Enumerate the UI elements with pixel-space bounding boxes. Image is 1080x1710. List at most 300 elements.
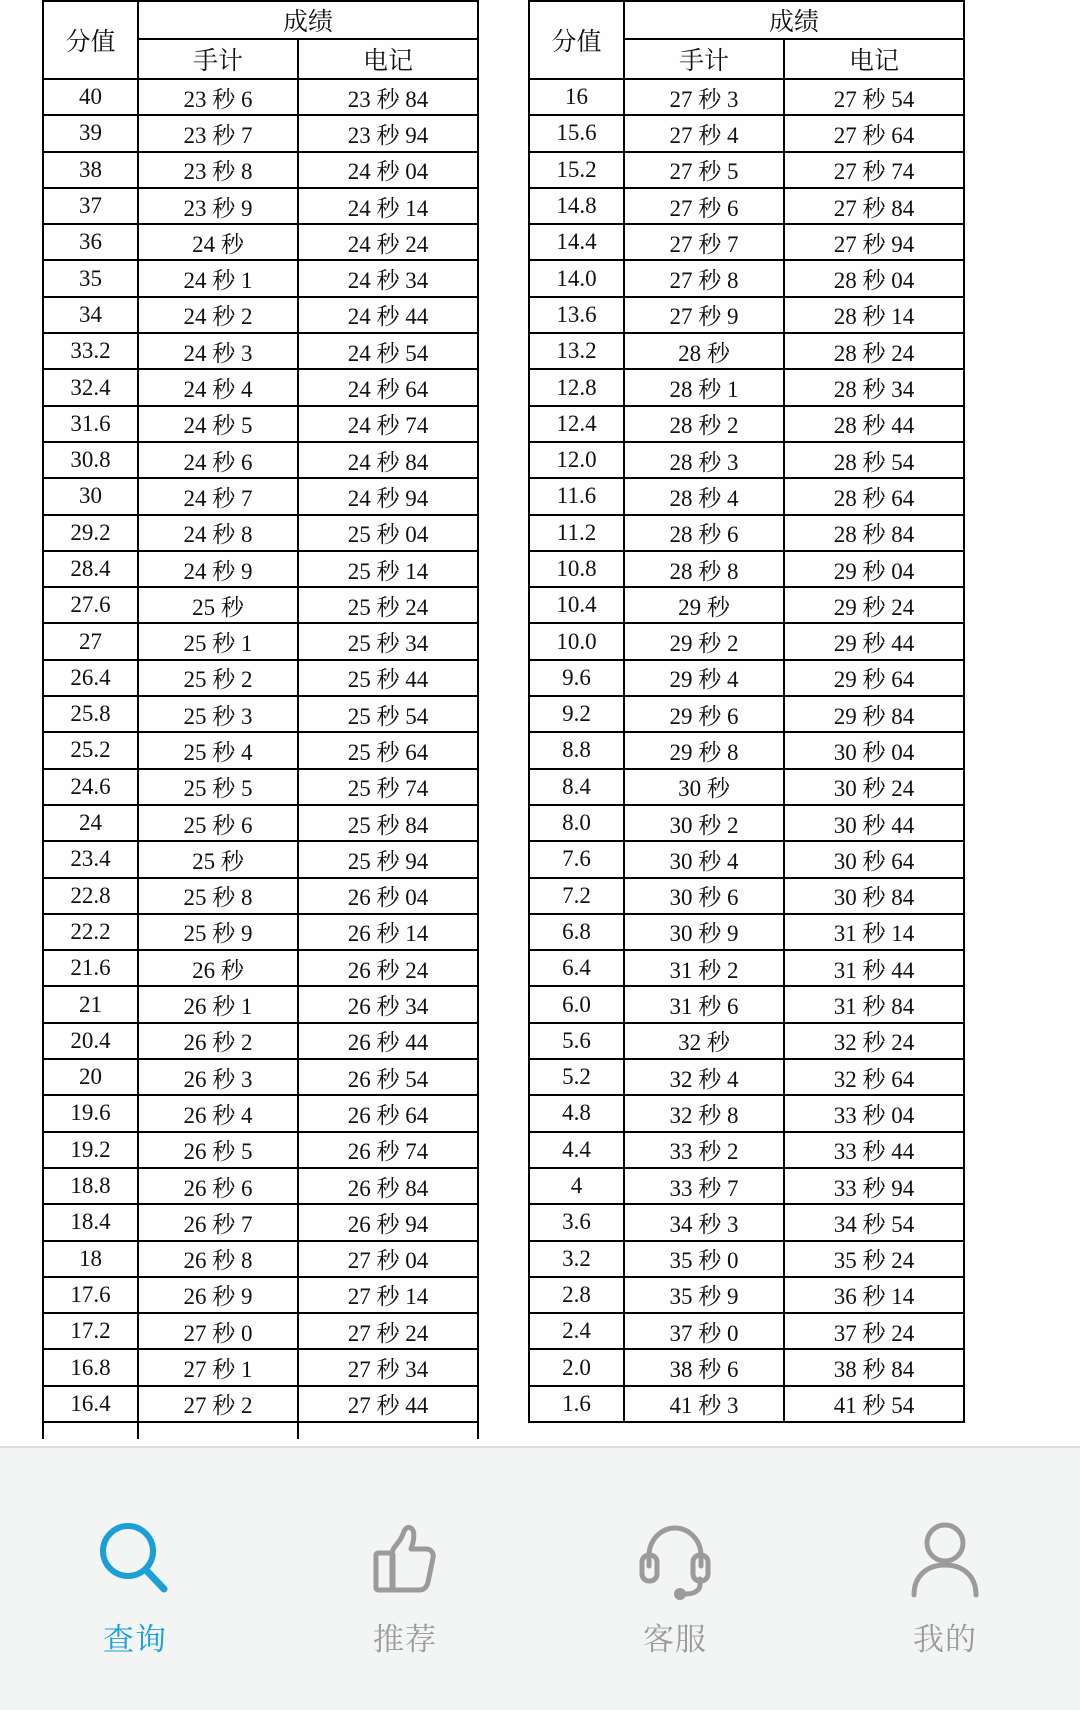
- electronic-time-cell: 29 秒 84: [784, 696, 964, 732]
- score-cell: 20: [43, 1059, 138, 1095]
- score-cell: 24: [43, 805, 138, 841]
- electronic-time-cell: 26 秒 54: [298, 1059, 478, 1095]
- electronic-time-cell: 24 秒 34: [298, 260, 478, 296]
- score-cell: 2.4: [529, 1313, 624, 1349]
- table-row: [43, 1168, 478, 1204]
- score-cell: 24.6: [43, 769, 138, 805]
- score-cell: 2.8: [529, 1277, 624, 1313]
- nav-item-recommend[interactable]: [270, 1448, 540, 1710]
- hand-time-cell: 25 秒 8: [138, 878, 298, 914]
- hand-time-cell: 25 秒: [138, 587, 298, 623]
- hand-time-cell: 27 秒 8: [624, 260, 784, 296]
- hand-time-cell: 25 秒 1: [138, 623, 298, 659]
- score-cell: 5.6: [529, 1023, 624, 1059]
- table-row: [529, 1386, 964, 1422]
- hand-time-cell: 23 秒 7: [138, 115, 298, 151]
- score-cell: 33.2: [43, 333, 138, 369]
- hand-time-cell: 25 秒 2: [138, 660, 298, 696]
- electronic-time-cell: 28 秒 44: [784, 406, 964, 442]
- table-row: [43, 1204, 478, 1240]
- score-cell: 6.4: [529, 950, 624, 986]
- hand-time-cell: 24 秒: [138, 224, 298, 260]
- electronic-time-cell: 29 秒 64: [784, 660, 964, 696]
- hand-time-cell: 28 秒 2: [624, 406, 784, 442]
- hand-time-cell: 31 秒 6: [624, 986, 784, 1022]
- score-cell: 16.8: [43, 1349, 138, 1385]
- table-row: [529, 769, 964, 805]
- electronic-time-cell: 33 秒 04: [784, 1095, 964, 1131]
- table-row: [529, 1168, 964, 1204]
- electronic-time-cell: 37 秒 24: [784, 1313, 964, 1349]
- electronic-time-cell: 35 秒 24: [784, 1241, 964, 1277]
- score-cell: 10.8: [529, 551, 624, 587]
- electronic-time-cell: 30 秒 04: [784, 732, 964, 768]
- score-cell: 23.4: [43, 841, 138, 877]
- right-score-table-wrapper: [528, 0, 965, 1423]
- table-row: [529, 732, 964, 768]
- electronic-time-cell: 25 秒 24: [298, 587, 478, 623]
- hand-time-cell: 26 秒 6: [138, 1168, 298, 1204]
- table-row: [529, 1277, 964, 1313]
- hand-time-cell: 30 秒 2: [624, 805, 784, 841]
- nav-label-recommend: 推荐: [373, 1622, 437, 1657]
- table-row: [43, 950, 478, 986]
- electronic-time-cell: 41 秒 54: [784, 1386, 964, 1422]
- electronic-time-cell: 26 秒 24: [298, 950, 478, 986]
- score-cell: 1.6: [529, 1386, 624, 1422]
- score-cell: 13.2: [529, 333, 624, 369]
- table-row: [43, 623, 478, 659]
- table-row: [43, 333, 478, 369]
- hand-time-cell: 23 秒 8: [138, 152, 298, 188]
- hand-time-cell: 27 秒 1: [138, 1349, 298, 1385]
- score-cell: 16.4: [43, 1386, 138, 1422]
- electronic-time-cell: 38 秒 84: [784, 1349, 964, 1385]
- table-row: [43, 152, 478, 188]
- score-cell: 10.0: [529, 623, 624, 659]
- hand-time-cell: 28 秒 8: [624, 551, 784, 587]
- table-row: [529, 950, 964, 986]
- score-cell: 3.6: [529, 1204, 624, 1240]
- table-row: [43, 805, 478, 841]
- table-row: [43, 442, 478, 478]
- table-row: [529, 224, 964, 260]
- electronic-time-cell: 31 秒 14: [784, 914, 964, 950]
- table-row: [43, 188, 478, 224]
- hand-time-cell: 24 秒 8: [138, 515, 298, 551]
- hand-time-cell: 35 秒 9: [624, 1277, 784, 1313]
- hand-time-cell: 26 秒 3: [138, 1059, 298, 1095]
- score-cell: 16: [529, 79, 624, 115]
- table-row: [43, 1313, 478, 1349]
- electronic-time-cell: 24 秒 24: [298, 224, 478, 260]
- score-cell: 18: [43, 1241, 138, 1277]
- electronic-time-cell: 26 秒 64: [298, 1095, 478, 1131]
- score-cell: 4.8: [529, 1095, 624, 1131]
- score-cell: 21: [43, 986, 138, 1022]
- table-row: [43, 1095, 478, 1131]
- header-result: 成绩: [138, 1, 478, 39]
- electronic-time-cell: 34 秒 54: [784, 1204, 964, 1240]
- score-cell: 34: [43, 297, 138, 333]
- score-cell: 8.0: [529, 805, 624, 841]
- score-cell: 25.8: [43, 696, 138, 732]
- score-cell: 18.4: [43, 1204, 138, 1240]
- left-score-table-wrapper: [42, 0, 479, 1439]
- table-row: [43, 79, 478, 115]
- score-cell: 26.4: [43, 660, 138, 696]
- electronic-time-cell: 33 秒 44: [784, 1132, 964, 1168]
- nav-item-query[interactable]: [0, 1448, 270, 1710]
- score-cell: 11.2: [529, 515, 624, 551]
- score-cell: 18.8: [43, 1168, 138, 1204]
- score-cell: 22.8: [43, 878, 138, 914]
- hand-time-cell: 29 秒 2: [624, 623, 784, 659]
- electronic-time-cell: 29 秒 04: [784, 551, 964, 587]
- electronic-time-cell: 30 秒 64: [784, 841, 964, 877]
- score-cell: 15.6: [529, 115, 624, 151]
- score-cell: 6.0: [529, 986, 624, 1022]
- score-cell: 13.6: [529, 297, 624, 333]
- hand-time-cell: 27 秒 2: [138, 1386, 298, 1422]
- table-row: [43, 841, 478, 877]
- truncated-cell: [298, 1422, 478, 1439]
- electronic-time-cell: 32 秒 64: [784, 1059, 964, 1095]
- score-cell: 17.6: [43, 1277, 138, 1313]
- electronic-time-cell: 23 秒 94: [298, 115, 478, 151]
- right-table-head: [529, 1, 964, 79]
- score-cell: 9.2: [529, 696, 624, 732]
- table-row: [529, 1023, 964, 1059]
- nav-label-customer-service: 客服: [643, 1622, 707, 1657]
- hand-time-cell: 24 秒 3: [138, 333, 298, 369]
- hand-time-cell: 25 秒 3: [138, 696, 298, 732]
- electronic-time-cell: 28 秒 24: [784, 333, 964, 369]
- electronic-time-cell: 28 秒 64: [784, 478, 964, 514]
- hand-time-cell: 25 秒 6: [138, 805, 298, 841]
- table-row: [43, 406, 478, 442]
- electronic-time-cell: 27 秒 54: [784, 79, 964, 115]
- electronic-time-cell: 27 秒 64: [784, 115, 964, 151]
- hand-time-cell: 30 秒 4: [624, 841, 784, 877]
- table-row: [43, 297, 478, 333]
- table-row: [529, 986, 964, 1022]
- score-cell: 31.6: [43, 406, 138, 442]
- hand-time-cell: 24 秒 5: [138, 406, 298, 442]
- table-row: [43, 1349, 478, 1385]
- score-cell: 19.2: [43, 1132, 138, 1168]
- score-cell: 30: [43, 478, 138, 514]
- hand-time-cell: 29 秒 8: [624, 732, 784, 768]
- nav-item-mine[interactable]: [810, 1448, 1080, 1710]
- table-row: [529, 442, 964, 478]
- table-row: [43, 1277, 478, 1313]
- hand-time-cell: 37 秒 0: [624, 1313, 784, 1349]
- hand-time-cell: 28 秒 6: [624, 515, 784, 551]
- electronic-time-cell: 26 秒 44: [298, 1023, 478, 1059]
- electronic-time-cell: 27 秒 24: [298, 1313, 478, 1349]
- electronic-time-cell: 28 秒 54: [784, 442, 964, 478]
- score-cell: 17.2: [43, 1313, 138, 1349]
- electronic-time-cell: 27 秒 94: [784, 224, 964, 260]
- table-row: [529, 551, 964, 587]
- electronic-time-cell: 27 秒 14: [298, 1277, 478, 1313]
- score-cell: 19.6: [43, 1095, 138, 1131]
- score-cell: 40: [43, 79, 138, 115]
- hand-time-cell: 27 秒 4: [624, 115, 784, 151]
- header-score: 分值: [529, 1, 624, 79]
- electronic-time-cell: 29 秒 44: [784, 623, 964, 659]
- table-row: [43, 551, 478, 587]
- table-row: [43, 1132, 478, 1168]
- score-cell: 12.0: [529, 442, 624, 478]
- table-row: [529, 878, 964, 914]
- truncated-cell: [138, 1422, 298, 1439]
- hand-time-cell: 30 秒: [624, 769, 784, 805]
- electronic-time-cell: 26 秒 14: [298, 914, 478, 950]
- table-row: [529, 587, 964, 623]
- bottom-nav-bar: [0, 1446, 1080, 1710]
- electronic-time-cell: 25 秒 54: [298, 696, 478, 732]
- hand-time-cell: 24 秒 1: [138, 260, 298, 296]
- truncated-cell: [43, 1422, 138, 1439]
- header-result: 成绩: [624, 1, 964, 39]
- score-cell: 4: [529, 1168, 624, 1204]
- score-cell: 8.4: [529, 769, 624, 805]
- score-cell: 39: [43, 115, 138, 151]
- hand-time-cell: 28 秒 1: [624, 369, 784, 405]
- electronic-time-cell: 28 秒 04: [784, 260, 964, 296]
- table-row: [529, 369, 964, 405]
- table-row: [529, 115, 964, 151]
- electronic-time-cell: 27 秒 44: [298, 1386, 478, 1422]
- hand-time-cell: 28 秒: [624, 333, 784, 369]
- header-electronic-timed: 电记: [784, 39, 964, 79]
- header-row-top: [529, 1, 964, 39]
- hand-time-cell: 28 秒 3: [624, 442, 784, 478]
- nav-label-query: 查询: [103, 1622, 167, 1657]
- electronic-time-cell: 25 秒 74: [298, 769, 478, 805]
- score-cell: 25.2: [43, 732, 138, 768]
- score-cell: 15.2: [529, 152, 624, 188]
- hand-time-cell: 25 秒: [138, 841, 298, 877]
- electronic-time-cell: 25 秒 44: [298, 660, 478, 696]
- hand-time-cell: 24 秒 7: [138, 478, 298, 514]
- electronic-time-cell: 27 秒 74: [784, 152, 964, 188]
- table-row: [43, 115, 478, 151]
- score-cell: 14.8: [529, 188, 624, 224]
- table-row: [43, 260, 478, 296]
- header-electronic-timed: 电记: [298, 39, 478, 79]
- hand-time-cell: 29 秒: [624, 587, 784, 623]
- score-cell: 11.6: [529, 478, 624, 514]
- score-cell: 20.4: [43, 1023, 138, 1059]
- electronic-time-cell: 26 秒 34: [298, 986, 478, 1022]
- table-row: [43, 587, 478, 623]
- hand-time-cell: 38 秒 6: [624, 1349, 784, 1385]
- score-cell: 14.4: [529, 224, 624, 260]
- hand-time-cell: 24 秒 6: [138, 442, 298, 478]
- score-cell: 9.6: [529, 660, 624, 696]
- hand-time-cell: 33 秒 2: [624, 1132, 784, 1168]
- electronic-time-cell: 26 秒 74: [298, 1132, 478, 1168]
- electronic-time-cell: 25 秒 34: [298, 623, 478, 659]
- table-row: [43, 1386, 478, 1422]
- electronic-time-cell: 25 秒 84: [298, 805, 478, 841]
- search-icon: [92, 1517, 178, 1608]
- hand-time-cell: 24 秒 2: [138, 297, 298, 333]
- table-row: [529, 660, 964, 696]
- table-row: [43, 1241, 478, 1277]
- table-row-truncated: [43, 1422, 478, 1439]
- electronic-time-cell: 24 秒 94: [298, 478, 478, 514]
- header-row-top: [43, 1, 478, 39]
- hand-time-cell: 27 秒 6: [624, 188, 784, 224]
- table-row: [43, 369, 478, 405]
- score-cell: 7.2: [529, 878, 624, 914]
- hand-time-cell: 34 秒 3: [624, 1204, 784, 1240]
- table-row: [529, 805, 964, 841]
- hand-time-cell: 25 秒 9: [138, 914, 298, 950]
- hand-time-cell: 26 秒 2: [138, 1023, 298, 1059]
- score-cell: 37: [43, 188, 138, 224]
- electronic-time-cell: 23 秒 84: [298, 79, 478, 115]
- table-row: [529, 406, 964, 442]
- table-row: [43, 878, 478, 914]
- hand-time-cell: 30 秒 9: [624, 914, 784, 950]
- hand-time-cell: 27 秒 9: [624, 297, 784, 333]
- electronic-time-cell: 28 秒 14: [784, 297, 964, 333]
- hand-time-cell: 24 秒 9: [138, 551, 298, 587]
- hand-time-cell: 23 秒 6: [138, 79, 298, 115]
- table-row: [529, 79, 964, 115]
- table-row: [43, 696, 478, 732]
- hand-time-cell: 25 秒 5: [138, 769, 298, 805]
- table-row: [529, 1241, 964, 1277]
- score-cell: 12.4: [529, 406, 624, 442]
- score-cell: 10.4: [529, 587, 624, 623]
- electronic-time-cell: 25 秒 04: [298, 515, 478, 551]
- table-row: [43, 478, 478, 514]
- right-table-body: [529, 79, 964, 1422]
- table-row: [43, 1023, 478, 1059]
- electronic-time-cell: 24 秒 74: [298, 406, 478, 442]
- table-row: [43, 660, 478, 696]
- hand-time-cell: 27 秒 7: [624, 224, 784, 260]
- hand-time-cell: 33 秒 7: [624, 1168, 784, 1204]
- electronic-time-cell: 27 秒 04: [298, 1241, 478, 1277]
- electronic-time-cell: 26 秒 94: [298, 1204, 478, 1240]
- score-cell: 30.8: [43, 442, 138, 478]
- electronic-time-cell: 30 秒 44: [784, 805, 964, 841]
- table-row: [529, 1059, 964, 1095]
- hand-time-cell: 32 秒 8: [624, 1095, 784, 1131]
- hand-time-cell: 26 秒 9: [138, 1277, 298, 1313]
- electronic-time-cell: 28 秒 84: [784, 515, 964, 551]
- score-cell: 22.2: [43, 914, 138, 950]
- score-cell: 21.6: [43, 950, 138, 986]
- electronic-time-cell: 27 秒 34: [298, 1349, 478, 1385]
- electronic-time-cell: 24 秒 84: [298, 442, 478, 478]
- hand-time-cell: 26 秒 8: [138, 1241, 298, 1277]
- electronic-time-cell: 24 秒 14: [298, 188, 478, 224]
- score-cell: 4.4: [529, 1132, 624, 1168]
- hand-time-cell: 32 秒 4: [624, 1059, 784, 1095]
- hand-time-cell: 26 秒 1: [138, 986, 298, 1022]
- table-row: [43, 515, 478, 551]
- electronic-time-cell: 25 秒 94: [298, 841, 478, 877]
- table-row: [529, 1349, 964, 1385]
- table-row: [43, 986, 478, 1022]
- hand-time-cell: 24 秒 4: [138, 369, 298, 405]
- electronic-time-cell: 24 秒 64: [298, 369, 478, 405]
- nav-item-customer-service[interactable]: [540, 1448, 810, 1710]
- table-row: [529, 1313, 964, 1349]
- table-row: [529, 478, 964, 514]
- score-cell: 14.0: [529, 260, 624, 296]
- electronic-time-cell: 32 秒 24: [784, 1023, 964, 1059]
- table-row: [529, 696, 964, 732]
- table-row: [43, 769, 478, 805]
- hand-time-cell: 29 秒 6: [624, 696, 784, 732]
- score-cell: 28.4: [43, 551, 138, 587]
- hand-time-cell: 35 秒 0: [624, 1241, 784, 1277]
- table-row: [529, 188, 964, 224]
- electronic-time-cell: 26 秒 04: [298, 878, 478, 914]
- electronic-time-cell: 36 秒 14: [784, 1277, 964, 1313]
- table-row: [43, 1059, 478, 1095]
- score-cell: 8.8: [529, 732, 624, 768]
- score-cell: 12.8: [529, 369, 624, 405]
- table-row: [43, 914, 478, 950]
- right-score-table: [528, 0, 965, 1423]
- electronic-time-cell: 25 秒 64: [298, 732, 478, 768]
- table-row: [529, 333, 964, 369]
- table-row: [529, 623, 964, 659]
- score-cell: 2.0: [529, 1349, 624, 1385]
- table-row: [529, 152, 964, 188]
- header-hand-timed: 手计: [624, 39, 784, 79]
- hand-time-cell: 31 秒 2: [624, 950, 784, 986]
- hand-time-cell: 30 秒 6: [624, 878, 784, 914]
- hand-time-cell: 27 秒 3: [624, 79, 784, 115]
- table-row: [529, 1204, 964, 1240]
- nav-label-mine: 我的: [913, 1622, 977, 1657]
- thumbs-up-icon: [362, 1517, 448, 1608]
- header-score: 分值: [43, 1, 138, 79]
- score-cell: 5.2: [529, 1059, 624, 1095]
- electronic-time-cell: 24 秒 44: [298, 297, 478, 333]
- electronic-time-cell: 29 秒 24: [784, 587, 964, 623]
- hand-time-cell: 23 秒 9: [138, 188, 298, 224]
- headset-icon: [632, 1517, 718, 1608]
- score-cell: 7.6: [529, 841, 624, 877]
- table-row: [529, 1132, 964, 1168]
- table-row: [43, 732, 478, 768]
- hand-time-cell: 25 秒 4: [138, 732, 298, 768]
- hand-time-cell: 29 秒 4: [624, 660, 784, 696]
- left-table-head: [43, 1, 478, 79]
- hand-time-cell: 26 秒 5: [138, 1132, 298, 1168]
- hand-time-cell: 27 秒 5: [624, 152, 784, 188]
- electronic-time-cell: 28 秒 34: [784, 369, 964, 405]
- score-cell: 36: [43, 224, 138, 260]
- score-cell: 32.4: [43, 369, 138, 405]
- hand-time-cell: 26 秒 7: [138, 1204, 298, 1240]
- hand-time-cell: 41 秒 3: [624, 1386, 784, 1422]
- hand-time-cell: 26 秒 4: [138, 1095, 298, 1131]
- score-cell: 38: [43, 152, 138, 188]
